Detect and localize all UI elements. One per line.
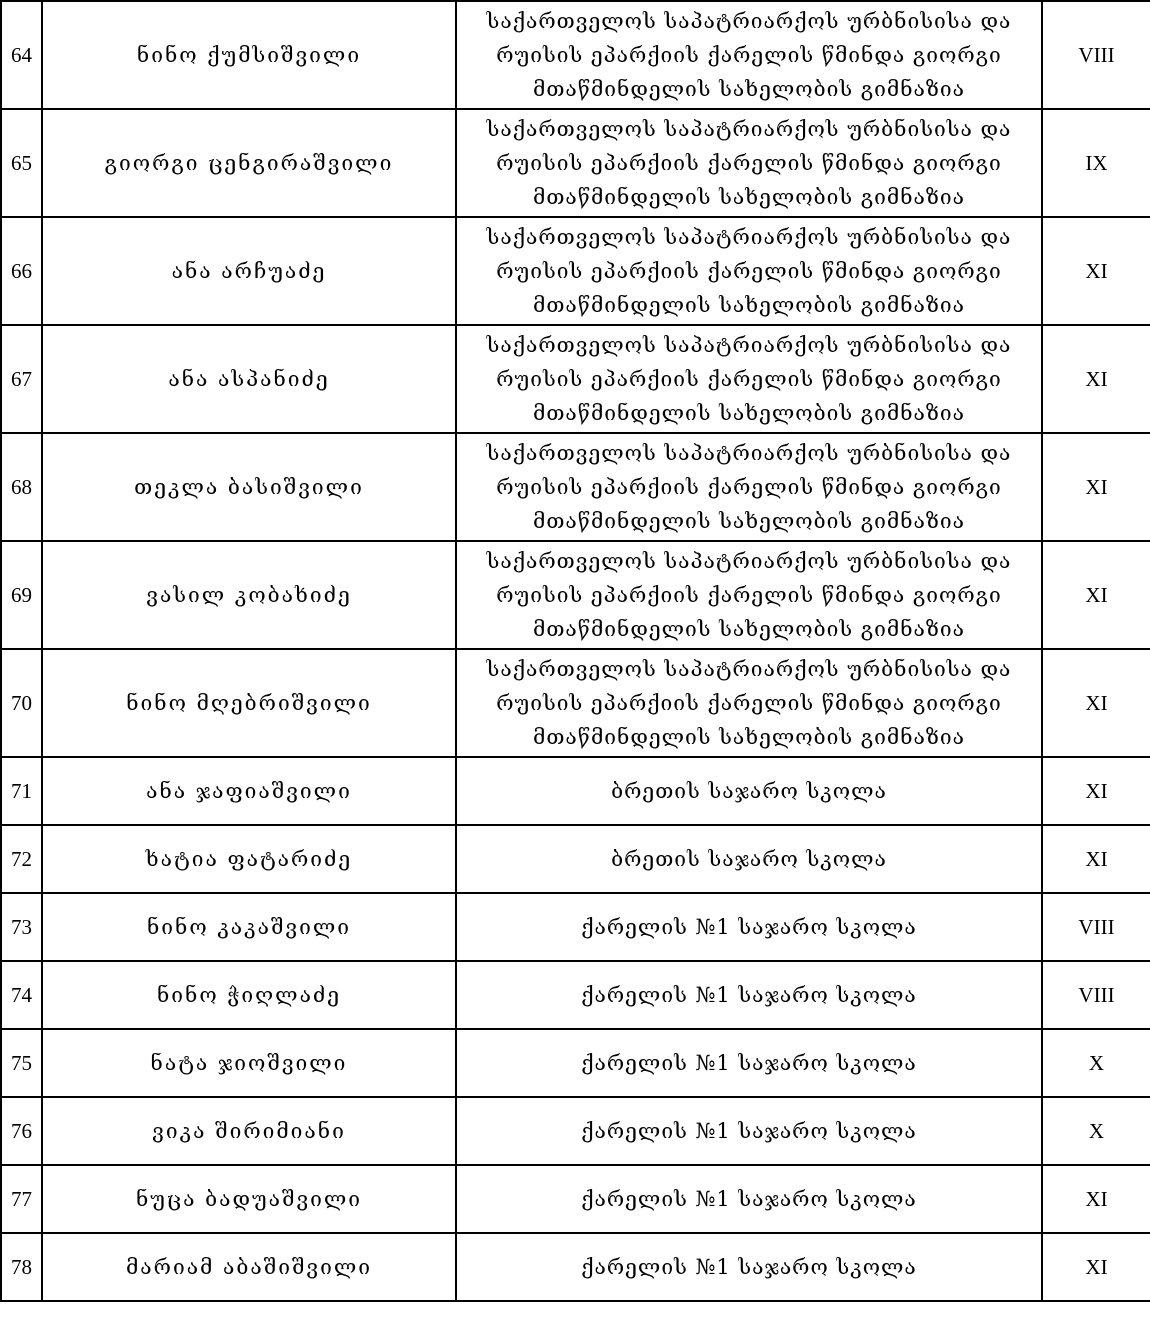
student-name: ნინო ქუმსიშვილი: [42, 1, 456, 109]
school-name: ბრეთის საჯარო სკოლა: [456, 757, 1042, 825]
table-row: [1, 433, 1150, 541]
school-name: ქარელის №1 საჯარო სკოლა: [456, 1029, 1042, 1097]
row-number: 66: [1, 217, 42, 325]
school-name: ბრეთის საჯარო სკოლა: [456, 825, 1042, 893]
student-name: ვასილ კობახიძე: [42, 541, 456, 649]
table-row: [1, 1029, 1150, 1097]
table-row: [1, 1165, 1150, 1233]
grade: VIII: [1042, 961, 1150, 1029]
row-number: 69: [1, 541, 42, 649]
school-name: საქართველოს საპატრიარქოს ურბნისისა და რუისის ეპარქიის ქარელის წმინდა გიორგი მთაწმინდელის სახელობის გიმნაზია: [456, 217, 1042, 325]
table-row: [1, 1097, 1150, 1165]
grade: XI: [1042, 649, 1150, 757]
grade: XI: [1042, 217, 1150, 325]
table-row: [1, 109, 1150, 217]
table-row: [1, 1, 1150, 109]
student-name: ანა ჯაფიაშვილი: [42, 757, 456, 825]
table-row: [1, 541, 1150, 649]
student-name: ანა არჩუაძე: [42, 217, 456, 325]
student-name: ვიკა შირიმიანი: [42, 1097, 456, 1165]
school-name: საქართველოს საპატრიარქოს ურბნისისა და რუისის ეპარქიის ქარელის წმინდა გიორგი მთაწმინდელის სახელობის გიმნაზია: [456, 649, 1042, 757]
row-number: 75: [1, 1029, 42, 1097]
grade: IX: [1042, 109, 1150, 217]
grade: VIII: [1042, 893, 1150, 961]
table-row: [1, 217, 1150, 325]
grade: XI: [1042, 757, 1150, 825]
row-number: 67: [1, 325, 42, 433]
row-number: 77: [1, 1165, 42, 1233]
school-name: საქართველოს საპატრიარქოს ურბნისისა და რუისის ეპარქიის ქარელის წმინდა გიორგი მთაწმინდელის სახელობის გიმნაზია: [456, 325, 1042, 433]
school-name: ქარელის №1 საჯარო სკოლა: [456, 1165, 1042, 1233]
table-row: [1, 961, 1150, 1029]
row-number: 72: [1, 825, 42, 893]
school-name: ქარელის №1 საჯარო სკოლა: [456, 893, 1042, 961]
grade: VIII: [1042, 1, 1150, 109]
grade: X: [1042, 1097, 1150, 1165]
row-number: 78: [1, 1233, 42, 1301]
student-name: გიორგი ცენგირაშვილი: [42, 109, 456, 217]
table-row: [1, 825, 1150, 893]
student-name: ნატა ჯიოშვილი: [42, 1029, 456, 1097]
grade: XI: [1042, 1165, 1150, 1233]
row-number: 70: [1, 649, 42, 757]
grade: X: [1042, 1029, 1150, 1097]
row-number: 68: [1, 433, 42, 541]
school-name: საქართველოს საპატრიარქოს ურბნისისა და რუისის ეპარქიის ქარელის წმინდა გიორგი მთაწმინდელის სახელობის გიმნაზია: [456, 433, 1042, 541]
school-name: საქართველოს საპატრიარქოს ურბნისისა და რუისის ეპარქიის ქარელის წმინდა გიორგი მთაწმინდელის სახელობის გიმნაზია: [456, 1, 1042, 109]
table-row: [1, 325, 1150, 433]
row-number: 76: [1, 1097, 42, 1165]
student-name: ნინო კაკაშვილი: [42, 893, 456, 961]
student-name: ნინო მღებრიშვილი: [42, 649, 456, 757]
grade: XI: [1042, 825, 1150, 893]
student-name: მარიამ აბაშიშვილი: [42, 1233, 456, 1301]
grade: XI: [1042, 433, 1150, 541]
grade: XI: [1042, 1233, 1150, 1301]
table-row: [1, 1233, 1150, 1301]
table-row: [1, 649, 1150, 757]
school-name: ქარელის №1 საჯარო სკოლა: [456, 1097, 1042, 1165]
row-number: 73: [1, 893, 42, 961]
row-number: 71: [1, 757, 42, 825]
table-row: [1, 757, 1150, 825]
student-name: ანა ასპანიძე: [42, 325, 456, 433]
row-number: 64: [1, 1, 42, 109]
school-name: საქართველოს საპატრიარქოს ურბნისისა და რუისის ეპარქიის ქარელის წმინდა გიორგი მთაწმინდელის სახელობის გიმნაზია: [456, 541, 1042, 649]
student-name: ნუცა ბადუაშვილი: [42, 1165, 456, 1233]
table-row: [1, 893, 1150, 961]
row-number: 74: [1, 961, 42, 1029]
student-name: ხატია ფატარიძე: [42, 825, 456, 893]
student-name: თეკლა ბასიშვილი: [42, 433, 456, 541]
grade: XI: [1042, 541, 1150, 649]
grade: XI: [1042, 325, 1150, 433]
row-number: 65: [1, 109, 42, 217]
school-name: ქარელის №1 საჯარო სკოლა: [456, 961, 1042, 1029]
school-name: საქართველოს საპატრიარქოს ურბნისისა და რუისის ეპარქიის ქარელის წმინდა გიორგი მთაწმინდელის სახელობის გიმნაზია: [456, 109, 1042, 217]
school-name: ქარელის №1 საჯარო სკოლა: [456, 1233, 1042, 1301]
student-name: ნინო ჭიღლაძე: [42, 961, 456, 1029]
